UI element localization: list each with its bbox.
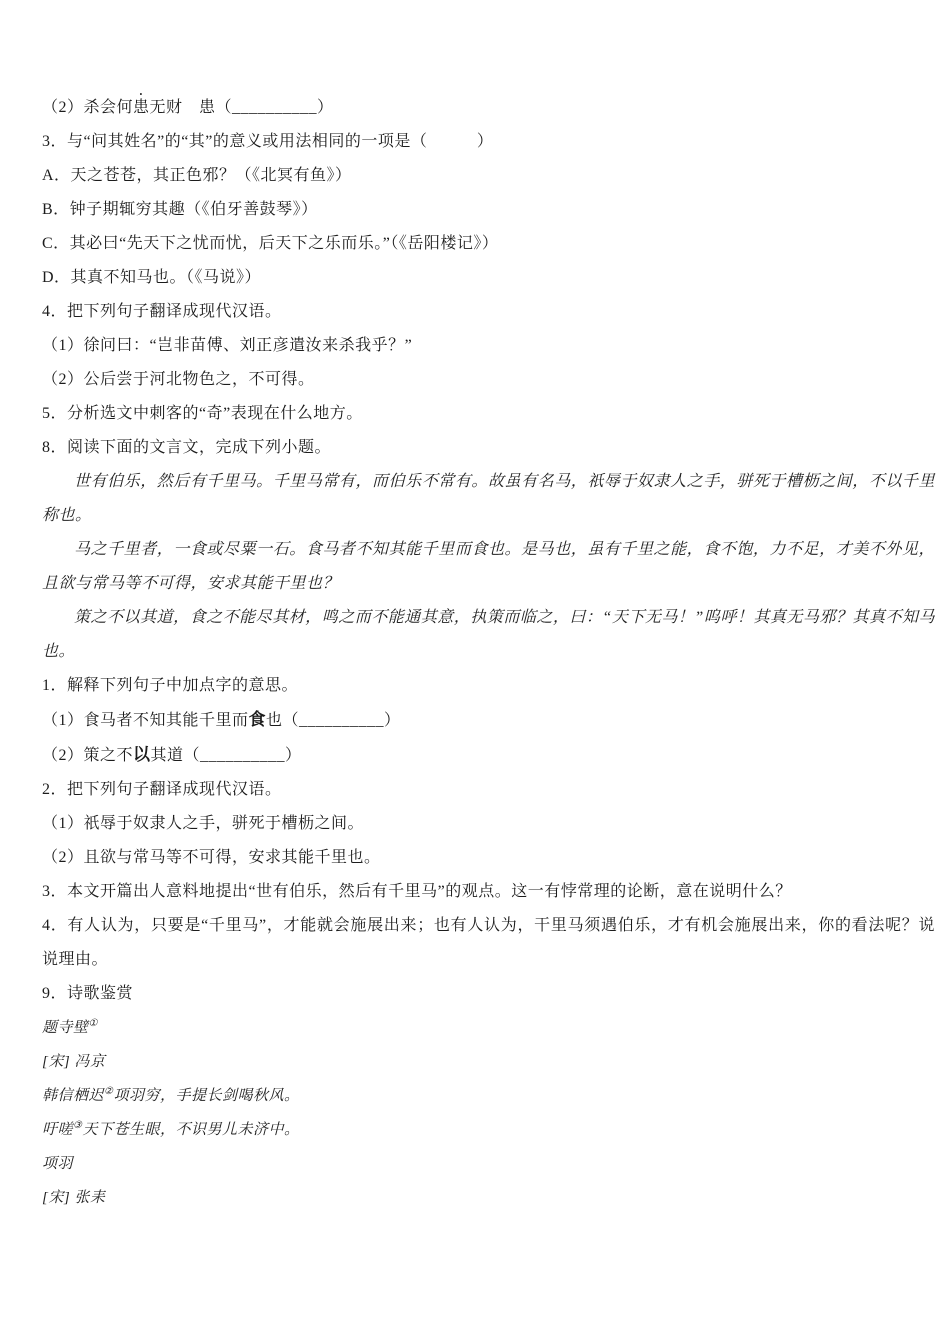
poem-1-title xyxy=(42,1011,935,1045)
option-d: D．其真不知马也。（《马说》） xyxy=(42,269,262,286)
reading-question-1: 1．解释下列句子中加点字的意思。 xyxy=(42,677,299,694)
poem-2-title: 项羽 xyxy=(42,1156,74,1172)
question-3-stem: 3．与“问其姓名”的“其”的意义或用法相同的一项是（ ） xyxy=(42,133,494,150)
emphasized-char-huan: 患 xyxy=(133,99,150,116)
reading-question-3: 3．本文开篇出人意料地提出“世有伯乐，然后有千里马”的观点。这一有悖常理的论断，意在说明什么？ xyxy=(42,883,792,900)
passage-paragraph-2: 马之千里者，一食或尽粟一石。食马者不知其能千里而食也。是马也，虽有千里之能，食不饱，力不足，才美不外见，且欲与常马等不可得，安求其能干里也？ xyxy=(42,541,935,592)
poem-1-line-1-pre: 韩信栖迟 xyxy=(42,1088,105,1104)
item-1-pre: （1）食马者不知其能千里而 xyxy=(42,712,249,729)
poem-1-title-text: 题寺壁 xyxy=(42,1020,89,1036)
reading-question-1-item-2 xyxy=(42,738,935,773)
option-c: C．其必曰“先天下之忧而忧，后天下之乐而乐。”（《岳阳楼记》） xyxy=(42,235,499,252)
item-2-pre: （2）策之不 xyxy=(42,747,134,764)
reading-question-4: 4．有人认为，只要是“千里马”，才能就会施展出来；也有人认为，干里马须遇伯乐，才有机会施展出来，你的看法呢？说说理由。 xyxy=(42,917,935,968)
poem-1-line-1 xyxy=(42,1079,935,1113)
item-2-post: 其道（__________） xyxy=(150,747,302,764)
passage-paragraph-1: 世有伯乐，然后有千里马。千里马常有，而伯乐不常有。故虽有名马，祇辱于奴隶人之手，骈死于槽枥之间，不以千里称也。 xyxy=(42,473,935,524)
poem-1-line-2 xyxy=(42,1113,935,1147)
question-5: 5．分析选文中刺客的“奇”表现在什么地方。 xyxy=(42,405,363,422)
emphasized-char-shi: 食 xyxy=(248,710,267,729)
poem-2-author: [宋] 张耒 xyxy=(42,1190,106,1206)
blank-question-2 xyxy=(42,90,935,125)
item-1-post: 也（__________） xyxy=(266,712,401,729)
reading-question-2-item-1: （1）祇辱于奴隶人之手，骈死于槽枥之间。 xyxy=(42,815,365,832)
poem-1-line-2-pre: 吁嗟 xyxy=(42,1122,74,1138)
option-b: B．钟子期辄穷其趣（《伯牙善鼓琴》） xyxy=(42,201,318,218)
blank-question-2-post: 无财 患（__________） xyxy=(149,99,334,116)
question-4-item-1: （1）徐问曰：“岂非苗傅、刘正彦遣汝来杀我乎？” xyxy=(42,337,413,354)
option-a: A．天之苍苍，其正色邪？（《北冥有鱼》） xyxy=(42,167,352,184)
footnote-marker-1: ① xyxy=(88,1018,98,1029)
blank-question-2-pre: （2）杀会何 xyxy=(42,99,134,116)
footnote-marker-2: ② xyxy=(104,1086,114,1097)
reading-question-1-item-1 xyxy=(42,703,935,738)
reading-question-2-item-2: （2）且欲与常马等不可得，安求其能千里也。 xyxy=(42,849,381,866)
passage-paragraph-3: 策之不以其道，食之不能尽其材，鸣之而不能通其意，执策而临之，曰：“天下无马！”呜呼！其真无马邪？其真不知马也。 xyxy=(42,609,935,660)
footnote-marker-3: ③ xyxy=(73,1120,83,1131)
poem-1-line-1-post: 项羽穷，手提长剑喝秋风。 xyxy=(113,1088,300,1104)
question-4-item-2: （2）公后尝于河北物色之，不可得。 xyxy=(42,371,315,388)
poem-1-line-2-post: 天下苍生眼，不识男儿未济中。 xyxy=(82,1122,300,1138)
emphasized-char-yi: 以 xyxy=(133,745,151,764)
question-4: 4．把下列句子翻译成现代汉语。 xyxy=(42,303,282,320)
question-8-intro: 8．阅读下面的文言文，完成下列小题。 xyxy=(42,439,332,456)
reading-question-2: 2．把下列句子翻译成现代汉语。 xyxy=(42,781,282,798)
poem-1-author: [宋] 冯京 xyxy=(42,1054,106,1070)
question-9-heading: 9．诗歌鉴赏 xyxy=(42,985,134,1002)
